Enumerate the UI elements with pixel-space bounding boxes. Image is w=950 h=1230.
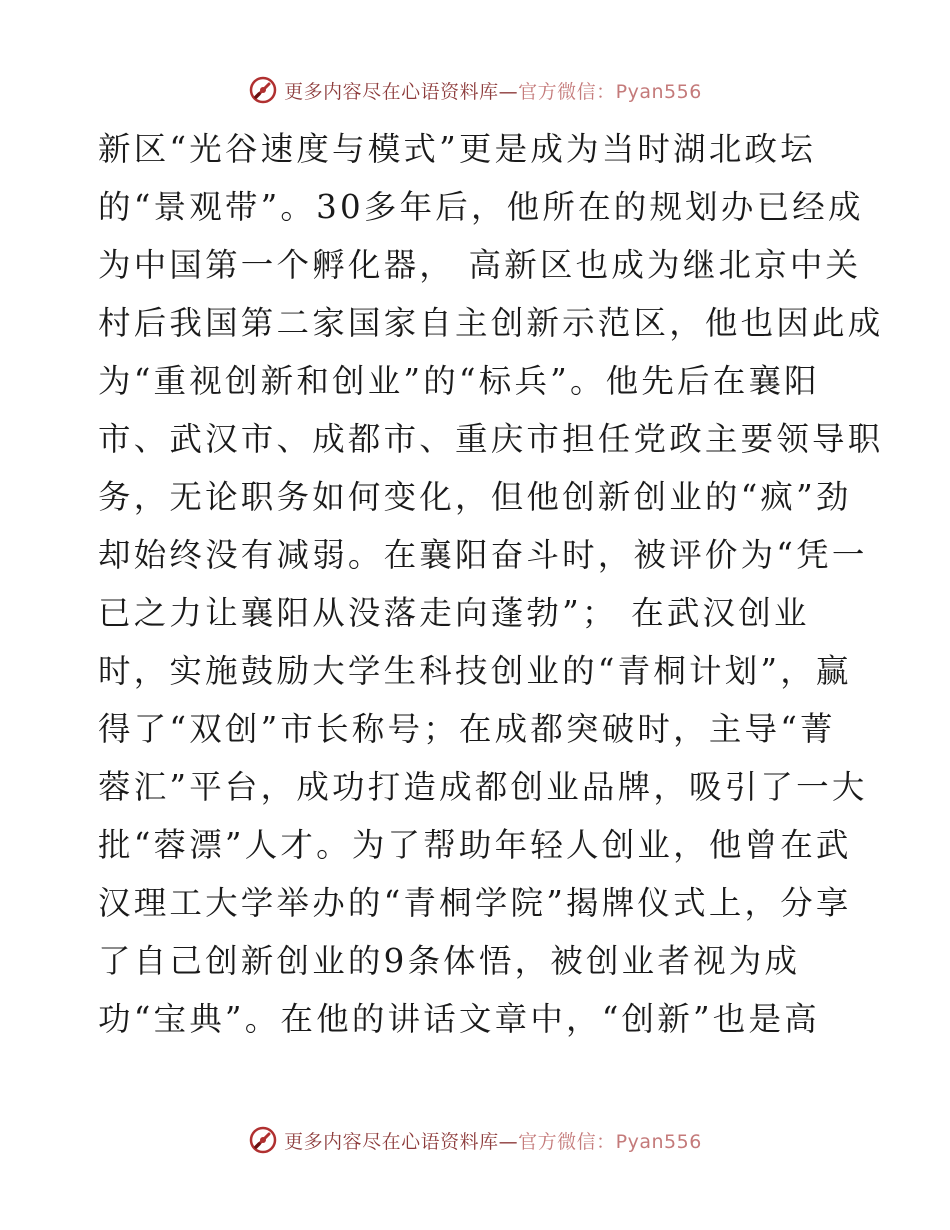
- text-line: 的“景观带”。30多年后，他所在的规划办已经成: [98, 188, 864, 226]
- text-line: 功“宝典”。在他的讲话文章中，“创新”也是高: [98, 1000, 820, 1038]
- text-line: 新区“光谷速度与模式”更是成为当时湖北政坛: [98, 130, 816, 168]
- text-line: 务，无论职务如何变化，但他创新创业的“疯”劲: [98, 478, 852, 516]
- text-line: 村后我国第二家国家自主创新示范区，他也因此成: [98, 304, 884, 342]
- footer-banner: [0, 1120, 950, 1160]
- footer-banner-wechat: 官方微信：Pyan556: [518, 1130, 702, 1153]
- text-line: 为“重视创新和创业”的“标兵”。他先后在襄阳: [98, 362, 820, 400]
- text-line: 市、武汉市、成都市、重庆市担任党政主要领导职: [98, 420, 884, 458]
- header-banner: [0, 70, 950, 110]
- text-line: 得了“双创”市长称号；在成都突破时，主导“菁: [98, 710, 836, 748]
- text-line: 批“蓉漂”人才。为了帮助年轻人创业，他曾在武: [98, 826, 852, 864]
- text-line: 蓉汇”平台，成功打造成都创业品牌，吸引了一大: [98, 768, 868, 806]
- text-line: 时，实施鼓励大学生科技创业的“青桐计划”，赢: [98, 652, 852, 690]
- pen-logo-icon: [248, 1125, 278, 1155]
- text-line: 了自己创新创业的9条体悟，被创业者视为成: [98, 942, 801, 980]
- header-banner-wechat: 官方微信：Pyan556: [518, 80, 702, 103]
- header-banner-text: [284, 77, 702, 104]
- text-line: 却始终没有减弱。在襄阳奋斗时，被评价为“凭一: [98, 536, 868, 574]
- header-banner-title: 更多内容尽在心语资料库—: [284, 80, 519, 103]
- text-line: 已之力让襄阳从没落走向蓬勃”； 在武汉创业: [98, 594, 810, 632]
- footer-banner-text: [284, 1127, 702, 1154]
- footer-banner-title: 更多内容尽在心语资料库—: [284, 1130, 519, 1153]
- text-line: 为中国第一个孵化器， 高新区也成为继北京中关: [98, 246, 862, 284]
- text-line: 汉理工大学举办的“青桐学院”揭牌仪式上，分享: [98, 884, 852, 922]
- pen-logo-icon: [248, 75, 278, 105]
- body-text: [98, 120, 884, 1048]
